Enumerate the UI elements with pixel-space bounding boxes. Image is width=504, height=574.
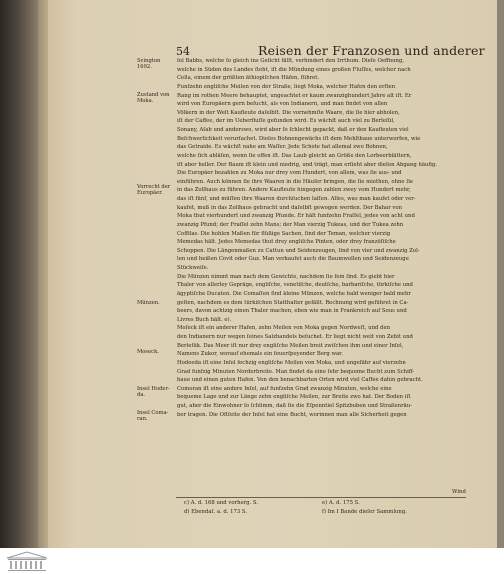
text-line: den Indianern nur wegen ſeines Salzhandels beſuchet. Er liegt nicht weit von Zebit und <box>177 334 413 340</box>
text-line: Funfzehn engliſche Meilen von der Straße, liegt Moka, welcher Hafen den erſten <box>177 83 396 90</box>
text-line: einführen. Auch können ſie ihre Waaren in die Häuſer bringen, die ſie miethen, ohne ſie <box>177 178 414 185</box>
library-logo-icon <box>4 550 50 572</box>
footnote: c) A. d. 168 und vorherg. S. <box>184 500 259 506</box>
text-line: gelten, nachdem es dem türkiſchen Statthalter gefällt. Rechnung wird geführet in Ca- <box>177 299 409 306</box>
margin-note: Zustand von Moka. <box>137 92 170 105</box>
text-line: Völkern in der Welt Kaufleute daſelbſt. Die vornehmſte Waare, die ſie hier abholen, <box>177 109 400 116</box>
text-line: Grad funfzig Minuten Norderbreite. Man findet da eine ſehr bequeme Bucht zum Schiff- <box>177 368 415 375</box>
text-line: iſt der Caffee, der im Ueberfluſſe gefunden wird. Es wächſt auch viel zu Berleſül, <box>177 118 395 125</box>
text-line: bequeme Lage und zur Länge zehn engliſche Meilen, zur Breite zwo hat. Der Boden iſt <box>177 394 411 401</box>
text-line: Die Europäer bezahlen zu Moka nur drey vom Hundert, von allem, was ſie aus- und <box>177 170 402 177</box>
margin-note: Münzen. <box>137 300 160 306</box>
text-line: Schoppen. Die Längenmaßen zu Cattun und Seidenzeugen, ſind von vier und zwanzig Zol- <box>177 247 420 254</box>
margin-note: Svington 1692. <box>137 58 161 71</box>
text-line: Memedas hält. Jedes Memedas thut drey engliſche Pinten, oder drey franzöſiſche <box>177 239 396 246</box>
text-line: welche ſich abläſen, wenn ſie offen iſt. Das Laub gleicht an Größe den Lorbeerblättern, <box>177 152 412 159</box>
text-line: Sonany, Aſab und anderswo, wird aber ſo ſchlecht gepackt, daß er den Kaufleuten viel <box>177 127 409 133</box>
body-text <box>177 57 467 419</box>
text-line: Berleſük. Das Meer iſt nur drey engliſche Meilen breit zwiſchen ihm und einer Inſel, <box>177 342 404 349</box>
text-line: Moka thut vierhundert und zwanzig Pfunde. Er hält funfzehn Fraſſel, jedes von acht und <box>177 213 415 220</box>
margin-note: Insel Coma-ran. <box>137 410 169 423</box>
footnote: e) A. d. 175 S. <box>322 500 360 506</box>
text-line: in das Zollhaus zu führen. Andere Kaufleute hingegen zahlen zwey vom Hundert mehr, <box>177 187 411 194</box>
text-line: das iſt fünf, und müſſen ihre Waaren durchſuchen laſſen. Alles, was man kaufet oder ver- <box>177 196 416 202</box>
footer-bar <box>0 548 504 574</box>
book-binding <box>0 0 38 548</box>
margin-note: Vorrecht der Europäer. <box>137 184 171 197</box>
text-line: Cella, einem der größten äthiopiſchen Häfen, führet. <box>177 75 320 82</box>
text-line: Thaler von allerley Gepräge, engliſche, venetiſche, deutſche, barbariſche, türkiſche und <box>177 282 413 289</box>
text-line: ber tragen. Die Oſtſeite der Inſel hat eine Bucht, worinnen man alle Sicherheit gegen <box>177 411 407 418</box>
text-line: Stückweiſe. <box>177 265 209 271</box>
text-line: kaufet, muß in das Zollhaus gebracht und daſelbſt gewogen werden. Der Bahar von <box>177 204 403 211</box>
text-line: Hodeeda iſt eine Inſel ſechzig engliſche Meilen von Moka, und ungefähr auf vierzehn <box>177 359 406 366</box>
text-line: Coffilas. Die hohlen Maßen für flüßige Sachen, ſind der Teman, welcher vierzig <box>177 230 391 237</box>
text-line: Namens Zukor, worauf ehemals ein feuerſpeyender Berg war. <box>177 351 343 358</box>
margin-note: Moseck. <box>137 349 159 355</box>
page-number: 54 <box>176 45 190 58</box>
footnote: f) Im I Bande dieſer Sammlung. <box>322 509 407 515</box>
text-line: baue und einen guten Hafen. Von den benachbarten Orten wird viel Caffee dahin gebracht. <box>177 377 423 384</box>
text-line: zwanzig Pfund; der Fraſſel zehn Mans; der Man vierzig Tukeas, und der Tukea zehn <box>177 221 404 228</box>
footnote: d) Ebendaſ. a. d. 173 S. <box>184 509 248 515</box>
text-line: Die Münzen nimmt man nach dem Gewichte, nachdem ſie fein ſind. Es giebt hier <box>177 273 395 280</box>
text-line: ägyptiſche Ducaten. Die Comaſſen ſind kleine Münzen, welche bald weniger bald mehr <box>177 290 411 297</box>
text-line: welche in Süden des Landes ſteht, iſt die Mündung eines großen Fluſſes, welcher nach <box>177 66 411 73</box>
text-line: Moſeck iſt ein anderer Hafen, zehn Meilen von Moka gegen Nordweſt, und den <box>177 325 390 332</box>
text-line: Comoran iſt eine andere Inſel, auf funfzehn Grad zwanzig Minuten, welche eine <box>177 385 392 392</box>
page-edge-shadow <box>497 0 504 548</box>
margin-note: Insel Hoder-da. <box>137 386 170 399</box>
text-line: ſel Babbs, welche ſo gleich ins Geſicht fällt, verhindert den Irrthum. Dieſe Oeffnung, <box>177 58 405 64</box>
running-title: Reisen der Franzosen und anderer <box>258 43 485 58</box>
text-line: das Getraide. Es wächſt nahe am Waſſer. Jede Schote hat allemal zwo Bohnen, <box>177 144 388 151</box>
text-line: Rang im rothen Meere behauptet, ungeachtet er kaum zwanzighundert Jahre alt iſt. Er <box>177 92 412 99</box>
catchword: Wind <box>452 489 466 495</box>
text-line: iſt aber heller. Der Baum iſt klein und niedrig, und trägt, man erſieht aber dieſen Abgang häufig. <box>177 161 438 168</box>
text-line: Beſchwerlichkeit verurſachet. Dieſes Bohnengewächs iſt dem Mehlthaue unterworfen, wie <box>177 135 421 142</box>
text-line: Livres Buch hält. e). <box>177 316 232 323</box>
text-line: wird von Europäern gern beſucht, als von Indianern, und man findet von allen <box>177 101 388 108</box>
footnote-rule <box>176 497 466 498</box>
text-line: beers, davon achtzig einen Thaler machen, eben wie man in Frankreich auf Sous und <box>177 308 407 315</box>
text-line: len und heißen Covit oder Guz. Man verkaufet auch die Baumwollen und Seidenzeuge <box>177 256 409 263</box>
text-line: gut, aber die Einwohner ſo ſchlimm, daß ſie die Eſpenntiel Spitzbuben und Straßenräu- <box>177 403 412 409</box>
